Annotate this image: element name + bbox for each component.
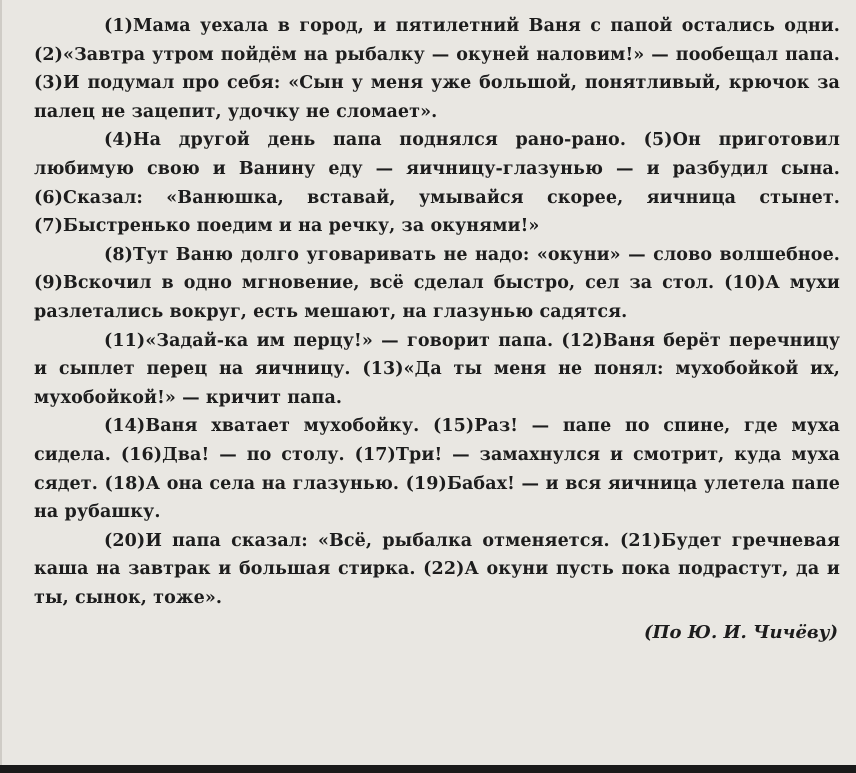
- bottom-border: [0, 765, 856, 773]
- paragraph-6: (20)И папа сказал: «Всё, рыбалка отменяется. (21)Будет гречневая каша на завтрак и большая стирка. (22)А окуни пусть пока подрастут, да и ты, сынок, тоже».: [34, 530, 840, 608]
- author-attribution: (По Ю. И. Чичёву): [644, 622, 838, 644]
- page-left-edge: [0, 0, 2, 773]
- paragraph-5: (14)Ваня хватает мухобойку. (15)Раз! — папе по спине, где муха сидела. (16)Два! — по столу. (17)Три! — замахнулся и смотрит, куда муха сядет. (18)А она села на глазунью. (19)Бабах! — и вся яичница улетела папе на рубашку.: [34, 416, 840, 523]
- paragraph-3: (8)Тут Ваню долго уговаривать не надо: «окуни» — слово волшебное. (9)Вскочил в одно мгновение, всё сделал быстро, сел за стол. (10)А мухи разлетались вокруг, есть мешают, на глазунью садятся.: [34, 244, 840, 322]
- paragraph-2: (4)На другой день папа поднялся рано-рано. (5)Он приготовил любимую свою и Ванину еду — яичницу-глазунью — и разбудил сына. (6)Сказал: «Ванюшка, вставай, умывайся скорее, яичница стынет. (7)Быстренько поедим и на речку, за окунями!»: [34, 130, 840, 237]
- paragraph-4: (11)«Задай-ка им перцу!» — говорит папа. (12)Ваня берёт перечницу и сыплет перец на яичницу. (13)«Да ты меня не понял: мухобойкой их, мухобойкой!» — кричит папа.: [34, 330, 840, 408]
- paragraph-1: (1)Мама уехала в город, и пятилетний Ваня с папой остались одни. (2)«Завтра утром пойдём на рыбалку — окуней наловим!» — пообещал папа. (3)И подумал про себя: «Сын у меня уже большой, понятливый, крючок за палец не зацепит, удочку не сломает».: [34, 16, 840, 122]
